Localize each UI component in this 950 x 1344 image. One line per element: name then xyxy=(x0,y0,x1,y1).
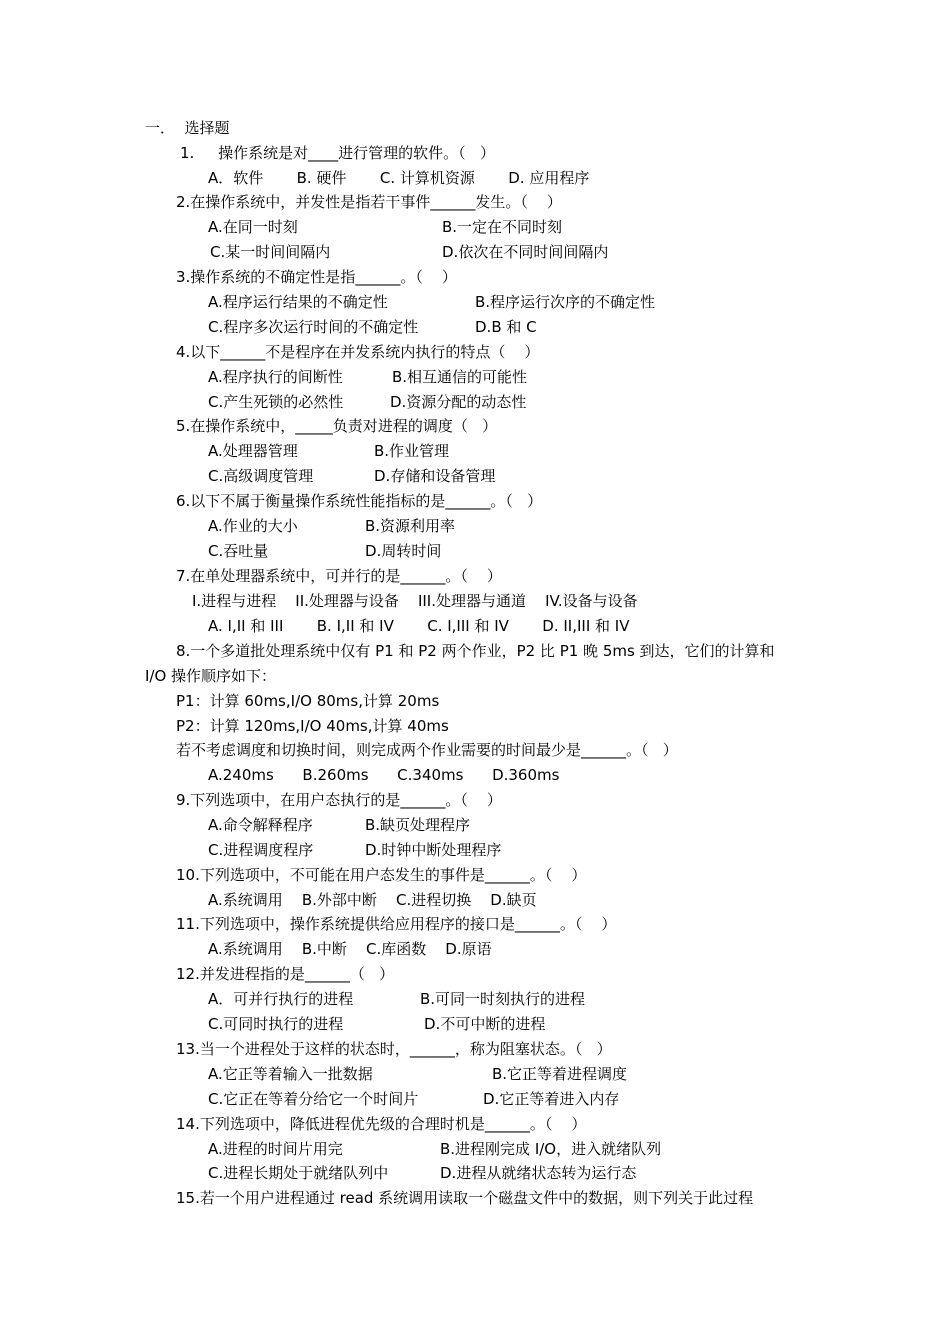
question-10-stem: 10.下列选项中，不可能在用户态发生的事件是______。（ ） xyxy=(176,866,587,884)
question-8-stem: 8.一个多道批处理系统中仅有 P1 和 P2 两个作业，P2 比 P1 晚 5ms 到达，它们的计算和 xyxy=(176,642,775,660)
question-12-option-a: A．可并行执行的进程 xyxy=(208,990,354,1008)
question-2-stem: 2.在操作系统中，并发性是指若干事件______发生。（ ） xyxy=(176,193,562,211)
question-15-stem: 15.若一个用户进程通过 read 系统调用读取一个磁盘文件中的数据，则下列关于此过程 xyxy=(176,1189,754,1207)
question-5-option-b: B.作业管理 xyxy=(374,442,450,460)
question-3-option-b: B.程序运行次序的不确定性 xyxy=(475,293,656,311)
question-8-p2: P2：计算 120ms,I/O 40ms,计算 40ms xyxy=(176,717,449,735)
question-8-p1: P1：计算 60ms,I/O 80ms,计算 20ms xyxy=(176,692,440,710)
question-9-option-d: D.时钟中断处理程序 xyxy=(365,841,502,859)
question-7-stem: 7.在单处理器系统中，可并行的是______。（ ） xyxy=(176,567,502,585)
question-6-option-a: A.作业的大小 xyxy=(208,517,298,535)
question-8-options: A.240ms B.260ms C.340ms D.360ms xyxy=(208,766,560,784)
question-3-option-d: D.B 和 C xyxy=(475,318,537,336)
question-9-stem: 9.下列选项中，在用户态执行的是______。（ ） xyxy=(176,791,502,809)
question-14-option-c: C.进程长期处于就绪队列中 xyxy=(208,1164,389,1182)
question-6-option-b: B.资源利用率 xyxy=(365,517,456,535)
question-13-stem: 13.当一个进程处于这样的状态时，______，称为阻塞状态。（ ） xyxy=(176,1040,612,1058)
question-14-stem: 14.下列选项中，降低进程优先级的合理时机是______。（ ） xyxy=(176,1115,587,1133)
question-1-options: A．软件 B. 硬件 C. 计算机资源 D. 应用程序 xyxy=(208,169,590,187)
section-title: 一． 选择题 xyxy=(145,119,230,137)
question-4-option-d: D.资源分配的动态性 xyxy=(390,393,527,411)
question-5-option-d: D.存储和设备管理 xyxy=(374,467,496,485)
question-6-stem: 6.以下不属于衡量操作系统性能指标的是______。（ ） xyxy=(176,492,543,510)
question-8-question: 若不考虑调度和切换时间，则完成两个作业需要的时间最少是______。（ ） xyxy=(176,741,678,759)
question-10-options: A.系统调用 B.外部中断 C.进程切换 D.缺页 xyxy=(208,891,537,909)
question-2-option-a: A.在同一时刻 xyxy=(208,218,298,236)
question-3-option-a: A.程序运行结果的不确定性 xyxy=(208,293,388,311)
question-6-option-d: D.周转时间 xyxy=(365,542,442,560)
question-11-stem: 11.下列选项中，操作系统提供给应用程序的接口是______。（ ） xyxy=(176,915,617,933)
question-5-option-a: A.处理器管理 xyxy=(208,442,298,460)
question-9-option-c: C.进程调度程序 xyxy=(208,841,314,859)
question-6-option-c: C.吞吐量 xyxy=(208,542,269,560)
question-4-stem: 4.以下______不是程序在并发系统内执行的特点（ ） xyxy=(176,343,540,361)
question-8-stem-continued: I/O 操作顺序如下： xyxy=(145,667,277,685)
question-3-option-c: C.程序多次运行时间的不确定性 xyxy=(208,318,419,336)
question-12-option-d: D.不可中断的进程 xyxy=(424,1015,546,1033)
question-9-option-b: B.缺页处理程序 xyxy=(365,816,471,834)
question-13-option-d: D.它正等着进入内存 xyxy=(483,1090,620,1108)
question-12-stem: 12.并发进程指的是______（ ） xyxy=(176,965,395,983)
question-9-option-a: A.命令解释程序 xyxy=(208,816,313,834)
question-13-option-c: C.它正在等着分给它一个时间片 xyxy=(208,1090,419,1108)
question-12-option-c: C.可同时执行的进程 xyxy=(208,1015,344,1033)
question-2-option-d: D.依次在不同时间间隔内 xyxy=(442,243,609,261)
question-7-options: A. I,II 和 III B. I,II 和 IV C. I,III 和 IV D. II,III 和 IV xyxy=(208,617,630,635)
question-5-option-c: C.高级调度管理 xyxy=(208,467,314,485)
question-14-option-b: B.进程刚完成 I/O，进入就绪队列 xyxy=(440,1140,662,1158)
question-4-option-a: A.程序执行的间断性 xyxy=(208,368,343,386)
question-12-option-b: B.可同一时刻执行的进程 xyxy=(420,990,586,1008)
question-13-option-b: B.它正等着进程调度 xyxy=(492,1065,628,1083)
question-2-option-b: B.一定在不同时刻 xyxy=(442,218,563,236)
question-11-options: A.系统调用 B.中断 C.库函数 D.原语 xyxy=(208,940,492,958)
question-4-option-c: C.产生死锁的必然性 xyxy=(208,393,344,411)
question-7-statements: I.进程与进程 II.处理器与设备 III.处理器与通道 IV.设备与设备 xyxy=(192,592,638,610)
question-2-option-c: C.某一时间间隔内 xyxy=(210,243,331,261)
question-14-option-a: A.进程的时间片用完 xyxy=(208,1140,343,1158)
question-4-option-b: B.相互通信的可能性 xyxy=(392,368,528,386)
question-1-stem: 1. 操作系统是对____进行管理的软件。（ ） xyxy=(180,144,495,162)
question-3-stem: 3.操作系统的不确定性是指______。（ ） xyxy=(176,268,457,286)
question-5-stem: 5.在操作系统中，_____负责对进程的调度（ ） xyxy=(176,417,498,435)
question-14-option-d: D.进程从就绪状态转为运行态 xyxy=(440,1164,637,1182)
question-13-option-a: A.它正等着输入一批数据 xyxy=(208,1065,373,1083)
